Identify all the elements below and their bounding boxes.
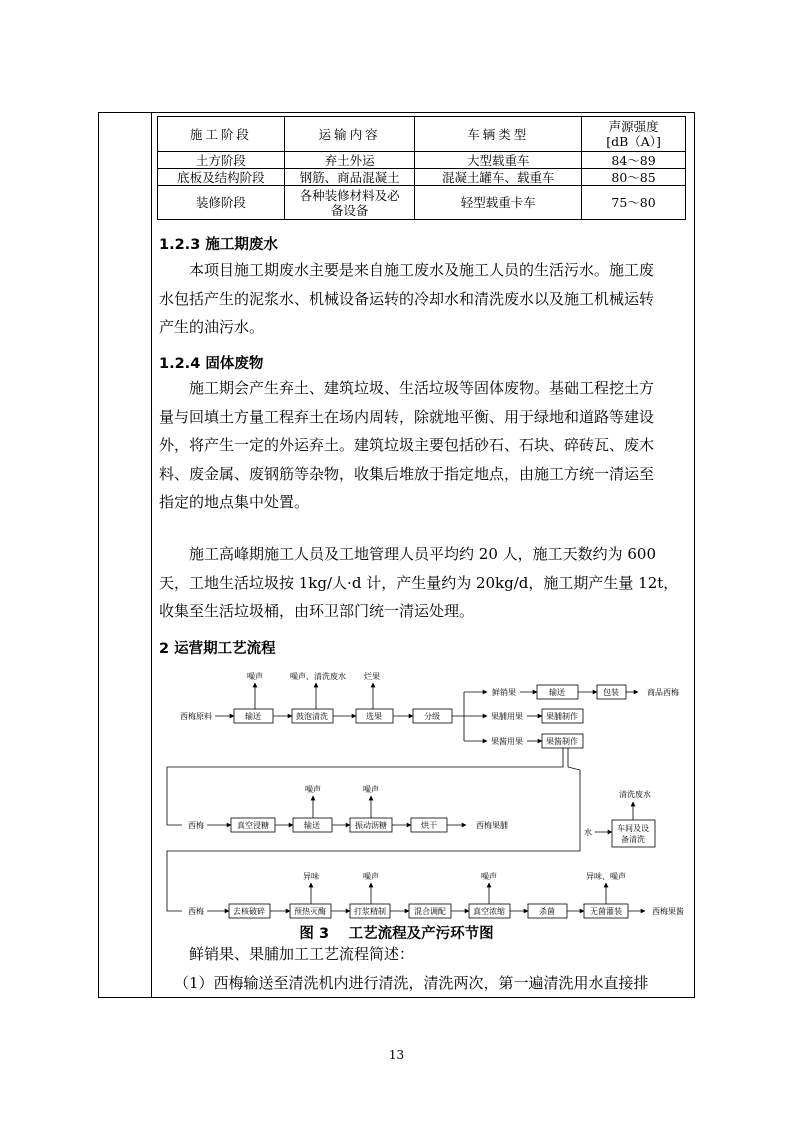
flow-box-label: 无菌灌装: [590, 907, 622, 916]
flow-box-label: 输送: [245, 712, 261, 721]
flow-box-label: 混合调配: [414, 907, 446, 916]
flow-output-label: 商品西梅: [647, 688, 679, 697]
flow-box-label: 选果: [366, 712, 382, 721]
flow-output-label: 西梅果脯: [476, 821, 508, 830]
flow-box-label: 烘干: [421, 821, 437, 830]
table-cell: 大型载重车: [415, 152, 582, 169]
emission-label: 噪声: [305, 785, 321, 794]
text-line: 收集至生活垃圾桶，由环卫部门统一清运处理。: [159, 602, 475, 620]
flow-output-label: 西梅果酱: [652, 907, 684, 916]
cell-line: 各种装修材料及必: [299, 187, 400, 203]
flow-box-label: 真空浓缩: [473, 907, 505, 916]
figure-caption: 图 3 工艺流程及产污环节图: [299, 926, 494, 942]
paragraph-intro: [159, 940, 687, 997]
table-cell: 84～89: [582, 152, 686, 169]
text-line: 本项目施工期废水主要是来自施工废水及施工人员的生活污水。施工废: [189, 261, 655, 279]
emission-label: 噪声: [363, 872, 379, 881]
branch-label: 果酱用果: [491, 737, 523, 746]
text-line: 量与回填土方量工程弃土在场内周转，除就地平衡、用于绿地和道路等建设: [159, 407, 655, 426]
emission-label: 清洗废水: [619, 790, 651, 799]
table-cell: 轻型载重卡车: [415, 186, 582, 220]
flow-box-label: 真空浸糖: [237, 821, 269, 830]
table-header-cell: 运输内容: [284, 117, 415, 152]
table-cell: 底板及结构阶段: [158, 169, 285, 186]
text-line: 水包括产生的泥浆水、机械设备运转的冷却水和清洗废水以及施工机械运转: [159, 289, 655, 308]
flow-box-label: 振动沥糖: [355, 821, 387, 830]
emission-label: 噪声: [481, 872, 497, 881]
text-line: 产生的油污水。: [159, 318, 265, 336]
emission-label: 烂果: [364, 672, 380, 681]
text-line: 料、废金属、废钢筋等杂物，收集后堆放于指定地点，由施工方统一清运至: [159, 464, 655, 483]
text-line: （1）西梅输送至清洗机内进行清洗，清洗两次，第一遍清洗用水直接排: [174, 973, 649, 992]
flow-input-label: 西梅: [188, 821, 204, 830]
flow-box-label: 车间及设: [617, 824, 649, 833]
branch-label: 果脯用果: [491, 712, 523, 721]
flow-box-label: 打浆精制: [354, 907, 386, 916]
table-cell: 80～85: [582, 169, 686, 186]
text-line: 鲜销果、果脯加工工艺流程简述：: [189, 945, 415, 963]
emission-label: 异味、噪声: [586, 872, 626, 881]
branch-label: 鲜销果: [492, 688, 516, 697]
table-header-cell: 施工阶段: [158, 117, 285, 152]
table-cell: 土方阶段: [158, 152, 285, 169]
table-header-cell: 车辆类型: [415, 117, 582, 152]
text-line: 施工期会产生弃土、建筑垃圾、生活垃圾等固体废物。基础工程挖土方: [189, 379, 655, 397]
flow-box-label: 包装: [603, 688, 619, 697]
table-cell: 混凝土罐车、载重车: [415, 169, 582, 186]
table-cell: 钢筋、商品混凝土: [284, 169, 415, 186]
flow-box-label: 分级: [424, 712, 440, 721]
flow-box-label: 鼓泡清洗: [296, 712, 328, 721]
text-line: 施工高峰期施工人员及工地管理人员平均约 20 人，施工天数约为 600: [189, 545, 657, 563]
text-line: 指定的地点集中处置。: [159, 493, 310, 511]
section-heading-1-2-3: 1.2.3 施工期废水: [159, 237, 278, 253]
header-unit: [dB（A）]: [606, 134, 661, 149]
table-cell: 弃土外运: [284, 152, 415, 169]
emission-label: 噪声: [363, 785, 379, 794]
text-line: 外，将产生一定的外运弃土。建筑垃圾主要包括砂石、石块、碎砖瓦、废木: [159, 436, 655, 454]
header-text: 声源强度: [608, 119, 659, 134]
flow-box-label: 果脯制作: [546, 712, 578, 721]
flow-input-label: 西梅: [188, 907, 204, 916]
flow-box-label: 果酱制作: [546, 737, 578, 746]
text-line: 天，工地生活垃圾按 1kg/人·d 计，产生量约为 20kg/d，施工期产生量 12t，: [159, 573, 679, 592]
table-cell: 装修阶段: [158, 186, 285, 220]
section-heading-2: 2 运营期工艺流程: [159, 641, 276, 657]
flow-input-label: 水: [584, 828, 592, 837]
emission-label: 异味: [303, 872, 319, 881]
section-heading-1-2-4: 1.2.4 固体废物: [159, 356, 264, 372]
emission-label: 噪声、清洗废水: [290, 672, 346, 681]
flow-box-label: 杀菌: [539, 907, 555, 916]
flow-box-label: 预热灭酶: [294, 907, 326, 916]
flow-box-label: 输送: [549, 688, 565, 697]
table-cell: 75～80: [582, 186, 686, 220]
flow-box-label: 去核破碎: [233, 907, 265, 916]
flow-box-label: 备清洗: [621, 835, 645, 844]
page-number: 13: [388, 1048, 405, 1062]
flow-input-label: 西梅原料: [180, 712, 212, 721]
cell-line: 备设备: [330, 202, 369, 218]
emission-label: 噪声: [247, 672, 263, 681]
flow-box-label: 输送: [304, 821, 320, 830]
